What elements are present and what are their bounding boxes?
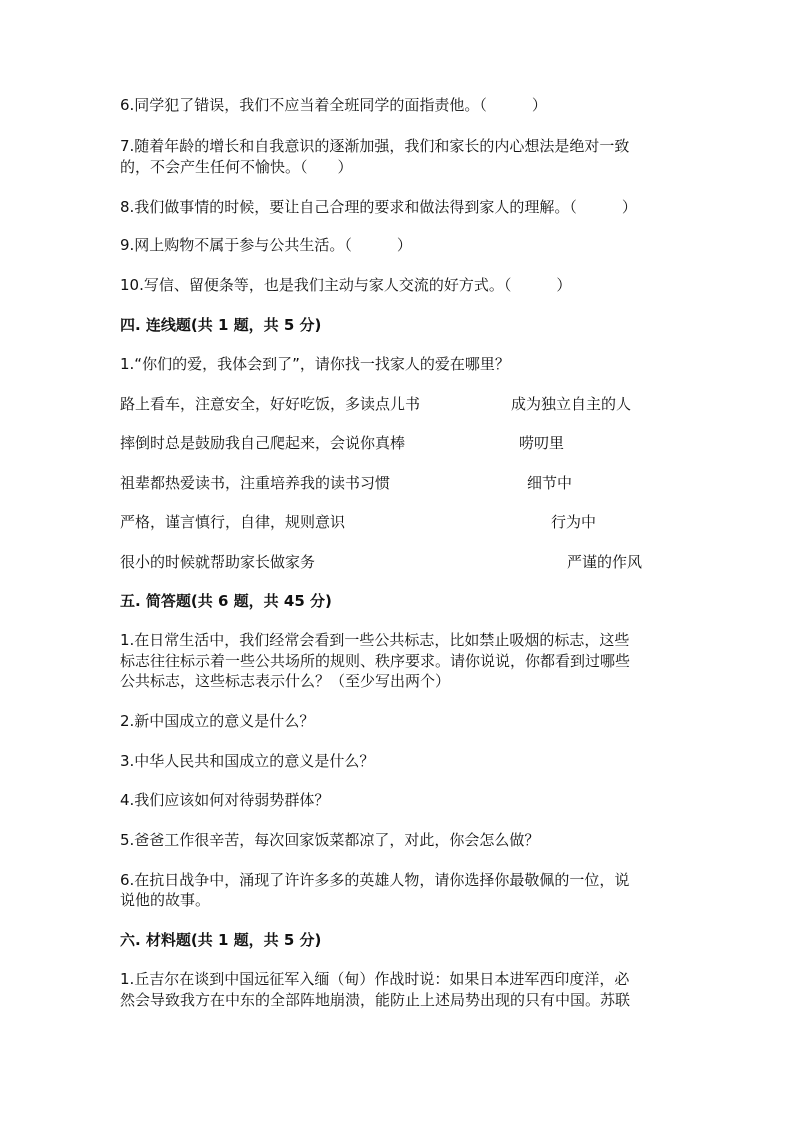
judgment-q10: 10.写信、留便条等，也是我们主动与家人交流的好方式。（ ） [120, 276, 572, 294]
section4-question: 1.“你们的爱，我体会到了”，请你找一找家人的爱在哪里？ [120, 355, 510, 373]
short-q6-line1: 6.在抗日战争中，涌现了许许多多的英雄人物，请你选择你最敬佩的一位，说 [120, 871, 630, 889]
matching-left-3: 祖辈都热爱读书，注重培养我的读书习惯 [120, 474, 391, 492]
judgment-q7-line1: 7.随着年龄的增长和自我意识的逐渐加强，我们和家长的内心想法是绝对一致 [120, 137, 630, 155]
section6-heading: 六. 材料题(共 1 题，共 5 分) [120, 931, 322, 949]
matching-right-5: 严谨的作风 [567, 553, 643, 571]
short-q2: 2.新中国成立的意义是什么？ [120, 712, 315, 730]
section4-heading: 四. 连线题(共 1 题，共 5 分) [120, 316, 322, 334]
matching-left-1: 路上看车，注意安全，好好吃饭，多读点儿书 [120, 395, 421, 413]
matching-right-4: 行为中 [551, 513, 597, 531]
judgment-q8: 8.我们做事情的时候，要让自己合理的要求和做法得到家人的理解。（ ） [120, 198, 637, 216]
short-q1-line1: 1.在日常生活中，我们经常会看到一些公共标志，比如禁止吸烟的标志，这些 [120, 631, 630, 649]
short-q6-line2: 说他的故事。 [120, 891, 211, 909]
matching-right-1: 成为独立自主的人 [511, 395, 632, 413]
short-q1-line2: 标志往往标示着一些公共场所的规则、秩序要求。请你说说，你都看到过哪些 [120, 652, 631, 670]
judgment-q9: 9.网上购物不属于参与公共生活。（ ） [120, 236, 412, 254]
short-q5: 5.爸爸工作很辛苦，每次回家饭菜都凉了，对此，你会怎么做？ [120, 831, 540, 849]
short-q4: 4.我们应该如何对待弱势群体？ [120, 791, 330, 809]
material-q1-line1: 1.丘吉尔在谈到中国远征军入缅（甸）作战时说：如果日本进军西印度洋，必 [120, 970, 630, 988]
short-q1-line3: 公共标志，这些标志表示什么？（至少写出两个） [120, 672, 451, 690]
short-q3: 3.中华人民共和国成立的意义是什么？ [120, 752, 375, 770]
matching-right-2: 唠叨里 [519, 434, 565, 452]
judgment-q6: 6.同学犯了错误，我们不应当着全班同学的面指责他。（ ） [120, 96, 547, 114]
judgment-q7-line2: 的，不会产生任何不愉快。（ ） [120, 158, 353, 176]
matching-left-2: 摔倒时总是鼓励我自己爬起来，会说你真棒 [120, 434, 406, 452]
section5-heading: 五. 简答题(共 6 题，共 45 分) [120, 592, 332, 610]
material-q1-line2: 然会导致我方在中东的全部阵地崩溃，能防止上述局势出现的只有中国。苏联 [120, 991, 631, 1009]
matching-right-3: 细节中 [527, 474, 573, 492]
matching-left-5: 很小的时候就帮助家长做家务 [120, 553, 316, 571]
matching-left-4: 严格，谨言慎行，自律，规则意识 [120, 513, 346, 531]
